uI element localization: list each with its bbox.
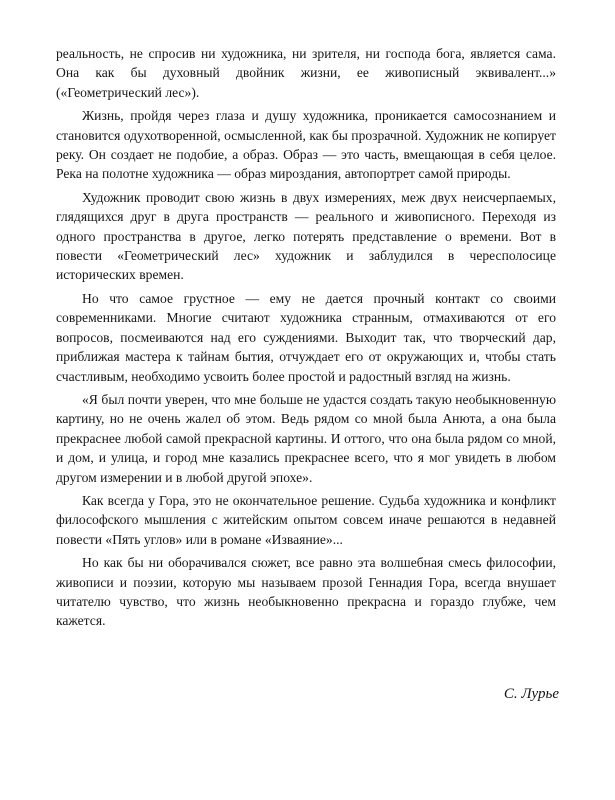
paragraph-continuation: реальность, не спросив ни художника, ни зрителя, ни господа бога, является сама. Она как бы духовный двойник жизни, ее живописный эквивалент...» («Геометрический лес»). xyxy=(56,46,556,100)
quote-paragraph: «Я был почти уверен, что мне больше не удастся создать такую необыкновенную картину, но не очень жалел об этом. Ведь рядом со мной была Анюта, а она была прекраснее любой самой прекрасной картины. И оттого, что она была рядом со мной, и дом, и улица, и город мне казались прекраснее всего, что я мог увидеть в любом другом измерении и в любой другой эпохе». xyxy=(56,391,556,485)
paragraph: Как всегда у Гора, это не окончательное решение. Судьба художника и конфликт философского мышления с житейским опытом совсем иначе решаются в недавней повести «Пять углов» или в романе «Изваяние»... xyxy=(56,492,556,547)
paragraph: Художник проводит свою жизнь в двух измерениях, меж двух неисчерпаемых, глядящихся друг в друга пространств — реального и живописного. Переходя из одного пространства в другое, легко потерять представление о времени. Вот в повести «Геометрический лес» художник и заблудился в чересполосице исторических времен. xyxy=(56,189,556,283)
article-body xyxy=(56,44,556,631)
author-signature: С. Лурье xyxy=(503,686,559,702)
paragraph: Но что самое грустное — ему не дается прочный контакт со своими современниками. Многие считают художника странным, отмахиваются от его вопросов, посмеиваются над его суждениями. Выходит так, что творческий дар, приближая мастера к тайнам бытия, отчуждает его от окружающих и, чтобы стать счастливым, необходимо усвоить более простой и радостный взгляд на жизнь. xyxy=(56,290,556,384)
paragraph: Но как бы ни оборачивался сюжет, все равно эта волшебная смесь философии, живописи и поэзии, которую мы называем прозой Геннадия Гора, всегда внушает читателю чувство, что жизнь необыкновенно прекрасна и гораздо глубже, чем кажется. xyxy=(56,555,556,629)
paragraph: Жизнь, пройдя через глаза и душу художника, проникается самосознанием и становится одухотворенной, осмысленной, как бы прозрачной. Художник не копирует реку. Он создает не подобие, а образ. Образ — это часть, вмещающая в себя целое. Река на полотне художника — образ мироздания, автопортрет самой природы. xyxy=(56,108,556,182)
